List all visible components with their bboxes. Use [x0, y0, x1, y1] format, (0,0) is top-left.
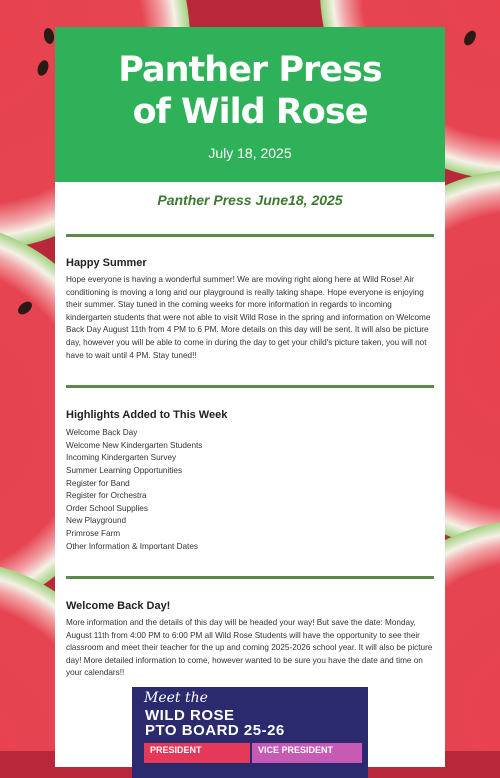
section-happy-summer [55, 257, 445, 362]
section-divider [66, 576, 434, 579]
list-item: Summer Learning Opportunities [66, 465, 183, 475]
newsletter-card [55, 27, 445, 767]
list-item: Primrose Farm [66, 528, 121, 538]
list-item: Welcome New Kindergarten Students [66, 440, 203, 450]
highlights-list [66, 427, 434, 553]
section-heading: Highlights Added to This Week [66, 409, 228, 422]
title-line-2: of Wild Rose [132, 92, 368, 132]
list-item: New Playground [66, 516, 127, 526]
title-line-1: Panther Press [118, 50, 382, 90]
section-highlights [55, 409, 445, 553]
newsletter-header [55, 27, 445, 182]
newsletter-subheading: Panther Press June18, 2025 [157, 192, 343, 208]
section-welcome-back-day [55, 600, 445, 680]
banner-line-2: PTO BOARD 25-26 [145, 722, 285, 739]
list-item: Welcome Back Day [66, 428, 138, 438]
newsletter-date: July 18, 2025 [208, 145, 292, 161]
banner-president-label: PRESIDENT [144, 743, 250, 763]
section-heading: Happy Summer [66, 257, 147, 269]
banner-line-1: WILD ROSE [145, 707, 235, 724]
pto-board-banner-image [132, 687, 368, 778]
section-divider [66, 385, 434, 388]
section-body: Hope everyone is having a wonderful summer! We are moving right along here at Wild Rose! Air conditioning is moving a long and our playground is really taking shape. Hope everyone is enjoying their summer. Stay tuned in the coming weeks for more information in regards to incoming kindergarten students that were not able to visit Wild Rose in the spring and information on Welcome Back Day August 11th from 4 PM to 6 PM. More details on this day will be sent. It will also be picture day, however you will be able to come in during the day to get your child's picture taken, you will not have to wait until 4 PM. Stay tuned!! [66, 275, 431, 360]
section-divider [66, 234, 434, 237]
section-body: More information and the details of this day will be headed your way! But save the date: Monday, August 11th from 4:00 PM to 6:00 PM all Wild Rose Students will have the opportunity to see their classroom and meet their teacher for the up and coming 2025-2026 school year. It will also be picture day! More detailed information to come, however wanted to be sure you have the date and time on your calendars!! [66, 618, 433, 678]
banner-script-text: Meet the [144, 690, 208, 706]
section-heading: Welcome Back Day! [66, 600, 171, 613]
list-item: Incoming Kindergarten Survey [66, 453, 177, 463]
banner-vice-president-label: VICE PRESIDENT [252, 743, 362, 763]
list-item: Register for Band [66, 478, 130, 488]
list-item: Other Information & Important Dates [66, 541, 198, 551]
list-item: Register for Orchestra [66, 491, 147, 501]
newsletter-title [55, 27, 445, 133]
list-item: Order School Supplies [66, 503, 148, 513]
